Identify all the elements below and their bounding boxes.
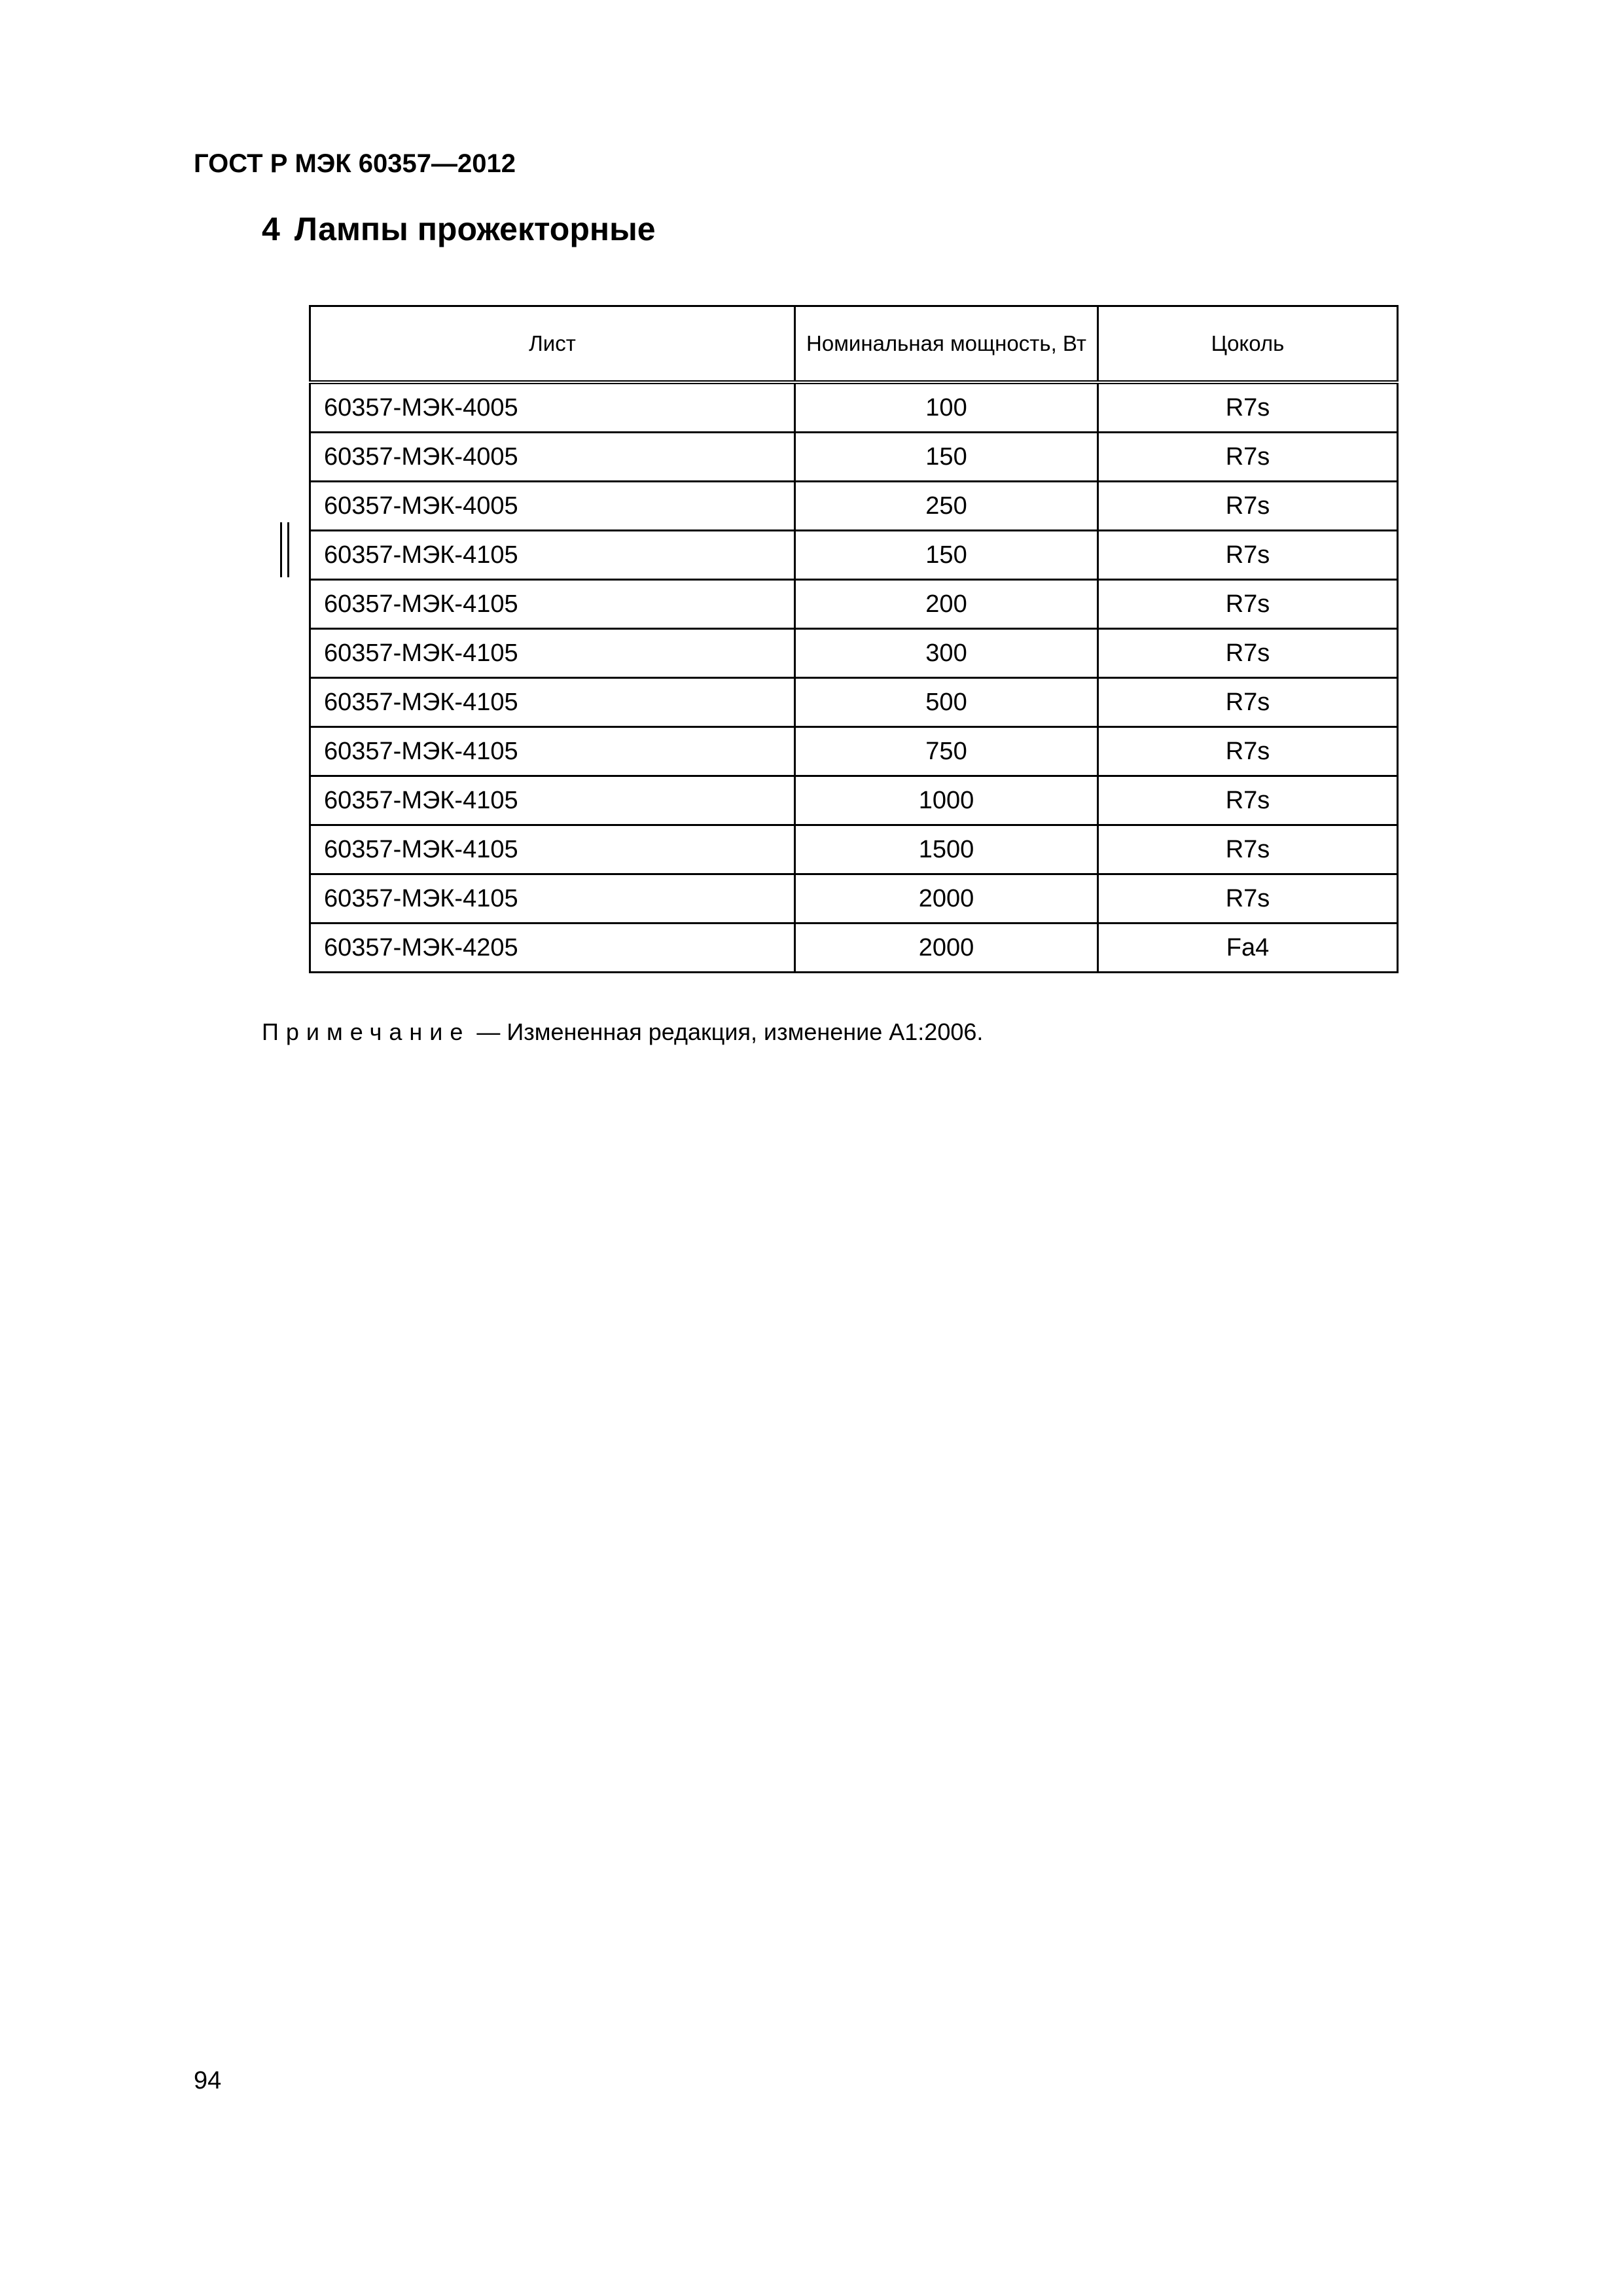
- cell-power: 100: [795, 382, 1098, 433]
- table-row: [310, 531, 1398, 580]
- cell-base: R7s: [1098, 678, 1398, 727]
- cell-sheet: 60357-МЭК-4105: [310, 874, 795, 924]
- column-header-base: Цоколь: [1098, 306, 1398, 383]
- table-row: [310, 874, 1398, 924]
- table-row: [310, 433, 1398, 482]
- table-row: [310, 629, 1398, 678]
- cell-base: R7s: [1098, 531, 1398, 580]
- cell-sheet: 60357-МЭК-4105: [310, 678, 795, 727]
- section-heading: [262, 209, 656, 249]
- cell-power: 200: [795, 580, 1098, 629]
- lamp-table: [309, 305, 1399, 973]
- section-number: 4: [262, 211, 280, 247]
- table-row: [310, 924, 1398, 973]
- cell-base: R7s: [1098, 776, 1398, 825]
- cell-sheet: 60357-МЭК-4005: [310, 482, 795, 531]
- column-header-power: Номинальная мощность, Вт: [795, 306, 1098, 383]
- cell-base: R7s: [1098, 727, 1398, 776]
- cell-power: 1500: [795, 825, 1098, 874]
- cell-sheet: 60357-МЭК-4105: [310, 629, 795, 678]
- cell-sheet: 60357-МЭК-4105: [310, 727, 795, 776]
- table-row: [310, 482, 1398, 531]
- table-note: [262, 1018, 983, 1047]
- document-header: ГОСТ Р МЭК 60357—2012: [194, 149, 516, 178]
- table-row: [310, 678, 1398, 727]
- table-row: [310, 825, 1398, 874]
- cell-power: 150: [795, 433, 1098, 482]
- cell-power: 250: [795, 482, 1098, 531]
- cell-sheet: 60357-МЭК-4005: [310, 382, 795, 433]
- cell-power: 1000: [795, 776, 1098, 825]
- cell-sheet: 60357-МЭК-4005: [310, 433, 795, 482]
- table-row: [310, 580, 1398, 629]
- change-mark: [280, 522, 289, 577]
- note-label: Примечание: [262, 1018, 471, 1045]
- table-row: [310, 776, 1398, 825]
- cell-sheet: 60357-МЭК-4105: [310, 531, 795, 580]
- cell-sheet: 60357-МЭК-4105: [310, 580, 795, 629]
- table-header-row: [310, 306, 1398, 383]
- cell-base: R7s: [1098, 482, 1398, 531]
- cell-power: 500: [795, 678, 1098, 727]
- cell-base: R7s: [1098, 382, 1398, 433]
- cell-power: 2000: [795, 874, 1098, 924]
- cell-power: 750: [795, 727, 1098, 776]
- table-row: [310, 727, 1398, 776]
- cell-base: R7s: [1098, 825, 1398, 874]
- note-text: — Измененная редакция, изменение А1:2006.: [470, 1018, 984, 1045]
- cell-power: 2000: [795, 924, 1098, 973]
- cell-base: R7s: [1098, 874, 1398, 924]
- cell-base: R7s: [1098, 580, 1398, 629]
- cell-base: R7s: [1098, 433, 1398, 482]
- cell-power: 150: [795, 531, 1098, 580]
- page-number: 94: [194, 2067, 222, 2094]
- cell-sheet: 60357-МЭК-4105: [310, 776, 795, 825]
- cell-power: 300: [795, 629, 1098, 678]
- cell-sheet: 60357-МЭК-4205: [310, 924, 795, 973]
- cell-base: Fa4: [1098, 924, 1398, 973]
- cell-sheet: 60357-МЭК-4105: [310, 825, 795, 874]
- column-header-sheet: Лист: [310, 306, 795, 383]
- section-title: Лампы прожекторные: [294, 211, 656, 247]
- cell-base: R7s: [1098, 629, 1398, 678]
- table-row: [310, 382, 1398, 433]
